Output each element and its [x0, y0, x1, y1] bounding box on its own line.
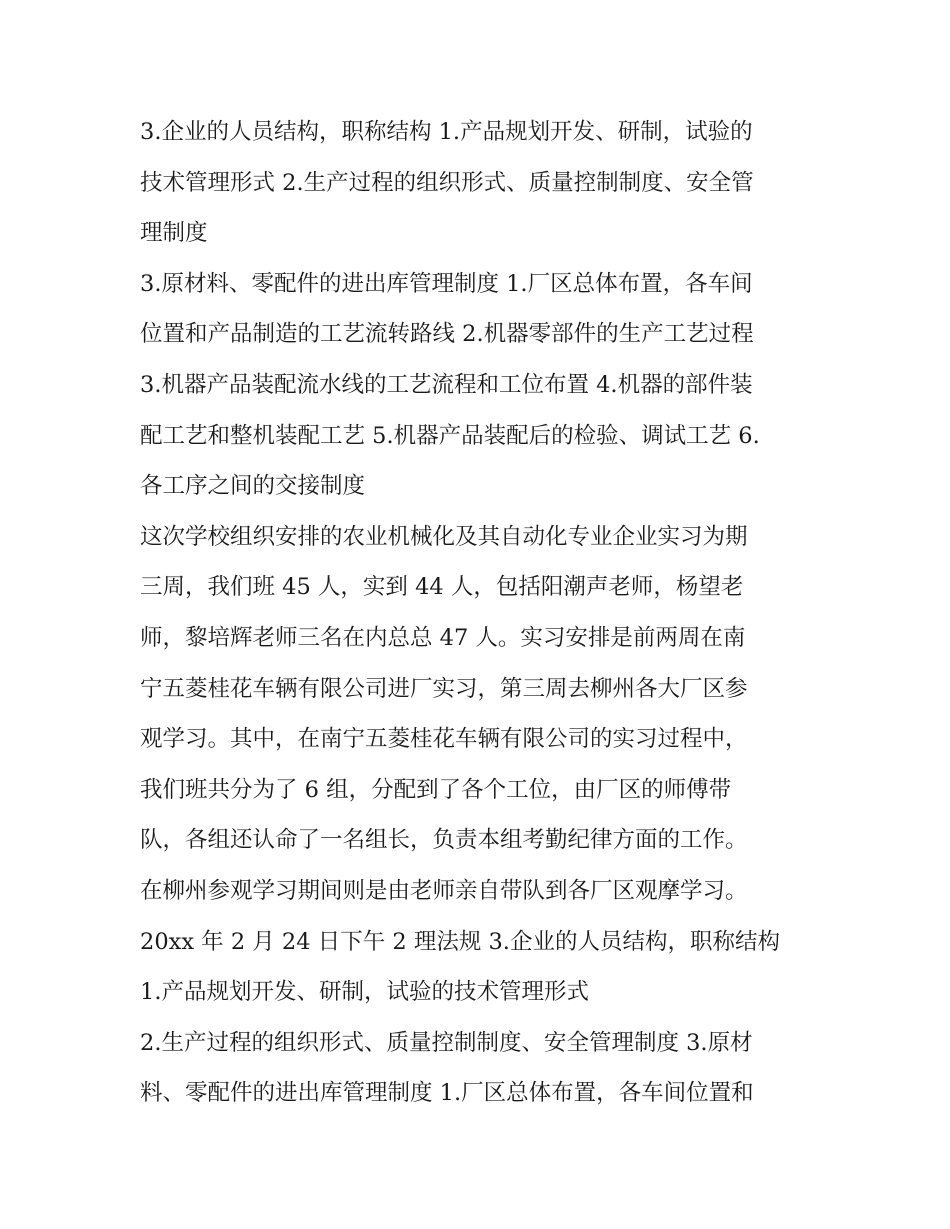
text-line-11: 师，黎培辉老师三名在内总总 47 人。实习安排是前两周在南	[140, 624, 746, 651]
text-line-4: 3.原材料、零配件的进出库管理制度 1.厂区总体布置，各车间	[140, 270, 753, 297]
text-line-3: 理制度	[140, 220, 208, 247]
text-line-18: 1.产品规划开发、研制，试验的技术管理形式	[140, 979, 589, 1006]
text-line-7: 配工艺和整机装配工艺 5.机器产品装配后的检验、调试工艺 6.	[140, 422, 760, 449]
text-line-15: 队，各组还认命了一名组长，负责本组考勤纪律方面的工作。	[140, 827, 748, 854]
text-line-10: 三周，我们班 45 人，实到 44 人，包括阳潮声老师，杨望老	[140, 574, 744, 601]
text-line-19: 2.生产过程的组织形式、质量控制制度、安全管理制度 3.原材	[140, 1029, 753, 1056]
text-line-13: 观学习。其中，在南宁五菱桂花车辆有限公司的实习过程中，	[140, 726, 748, 753]
text-line-1: 3.企业的人员结构，职称结构 1.产品规划开发、研制，试验的	[140, 119, 753, 145]
text-line-20: 料、零配件的进出库管理制度 1.厂区总体布置，各车间位置和	[140, 1080, 754, 1107]
text-line-8: 各工序之间的交接制度	[140, 473, 366, 500]
text-line-14: 我们班共分为了 6 组，分配到了各个工位，由厂区的师傅带	[140, 776, 732, 803]
text-line-12: 宁五菱桂花车辆有限公司进厂实习，第三周去柳州各大厂区参	[140, 675, 748, 702]
text-line-2: 技术管理形式 2.生产过程的组织形式、质量控制制度、安全管	[140, 169, 754, 196]
text-line-16: 在柳州参观学习期间则是由老师亲自带队到各厂区观摩学习。	[140, 877, 748, 904]
document-body	[140, 107, 815, 1119]
text-line-9: 这次学校组织安排的农业机械化及其自动化专业企业实习为期	[140, 523, 748, 550]
text-line-17: 20xx 年 2 月 24 日下午 2 理法规 3.企业的人员结构，职称结构	[140, 928, 780, 955]
text-line-6: 3.机器产品装配流水线的工艺流程和工位布置 4.机器的部件装	[140, 371, 753, 398]
text-line-5: 位置和产品制造的工艺流转路线 2.机器零部件的生产工艺过程	[140, 321, 754, 348]
